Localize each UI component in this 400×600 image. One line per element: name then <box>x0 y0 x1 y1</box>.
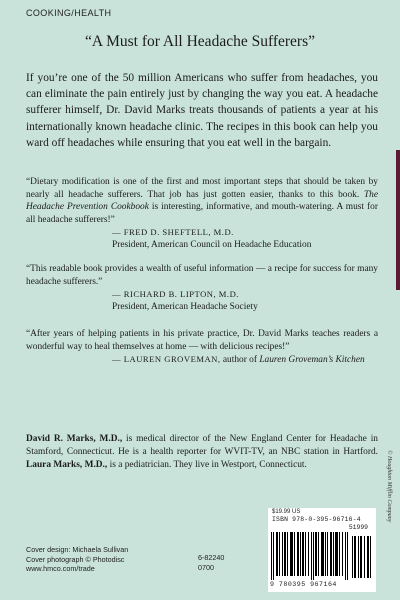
quote-text: “Dietary modification is one of the first and most important steps that should be taken by nearly all headache sufferers. That job has just gotten easier, thanks to this book. The Headache Prevention Cookbook is interesting, informative, and mouth-watering. A must for all headache sufferers!” <box>26 177 378 225</box>
quote-attribution <box>26 288 378 313</box>
headline: “A Must for All Headache Sufferers” <box>85 33 315 50</box>
intro-paragraph: If you’re one of the 50 million Americans who suffer from headaches, you can eliminate the pain entirely just by changing the way you eat. A headache sufferer himself, Dr. David Marks treats thousands of patients a year at his internationally known headache clinic. The recipes in this book can help you ward off headaches while ensuring that you eat well in the bargain. <box>26 72 378 149</box>
quote-text: “After years of helping patients in his private practice, Dr. David Marks teaches readers a wonderful way to heal themselves at home — with delicious recipes!” <box>26 329 378 352</box>
barcode-box <box>268 508 376 592</box>
quote-sheftell <box>26 176 378 252</box>
quote-text: “This readable book provides a wealth of useful information — a recipe for success for many headache sufferers.” <box>26 264 378 287</box>
author-name: Laura Marks, M.D., <box>26 459 108 470</box>
quote-attribution <box>26 226 378 251</box>
quote-author: — RICHARD B. LIPTON, M.D. <box>112 289 239 300</box>
quote-author: — FRED D. SHEFTELL, M.D. <box>112 227 234 238</box>
quote-affiliation: author of <box>220 355 260 366</box>
author-bio: David R. Marks, M.D., is medical director of the New England Center for Headache in Stamford, Connecticut. He is a health reporter for WVIT-TV, an NBC station in Hartford. Laura Marks, M.D., is a pediatrician. They live in Westport, Connecticut. <box>26 434 378 470</box>
price-label: $19.99 US <box>272 509 301 515</box>
quote-lipton <box>26 263 378 313</box>
quote-author: — LAUREN GROVEMAN, <box>112 354 221 365</box>
publisher-url[interactable]: www.hmco.com/trade <box>26 564 95 574</box>
cover-design-credit: Cover design: Michaela Sullivan <box>26 545 129 554</box>
product-code: 6-82240 0700 <box>198 553 225 572</box>
category-label: COOKING/HEALTH <box>26 8 112 18</box>
quote-affiliation: President, American Headache Society <box>112 301 258 312</box>
quote-affiliation: President, American Council on Headache Education <box>112 239 312 250</box>
barcode-icon <box>271 532 373 580</box>
author-name: David R. Marks, M.D., <box>26 434 123 444</box>
barcode-addon-digits: 51999 <box>348 524 368 531</box>
isbn-label: ISBN 978-0-395-96716-4 <box>272 516 361 523</box>
quote-attribution <box>26 353 378 367</box>
spine-accent <box>396 150 400 290</box>
book-title: The Headache Prevention Cookbook <box>26 189 378 213</box>
barcode-digits: 9 780395 967164 <box>270 581 337 588</box>
book-title: Lauren Groveman’s Kitchen <box>259 355 365 366</box>
quote-groveman <box>26 328 378 367</box>
vertical-copyright: © Houghton Mifflin Company <box>386 450 392 523</box>
cover-photo-credit: Cover photograph © Photodisc <box>26 554 125 564</box>
cover-credits <box>26 545 128 574</box>
